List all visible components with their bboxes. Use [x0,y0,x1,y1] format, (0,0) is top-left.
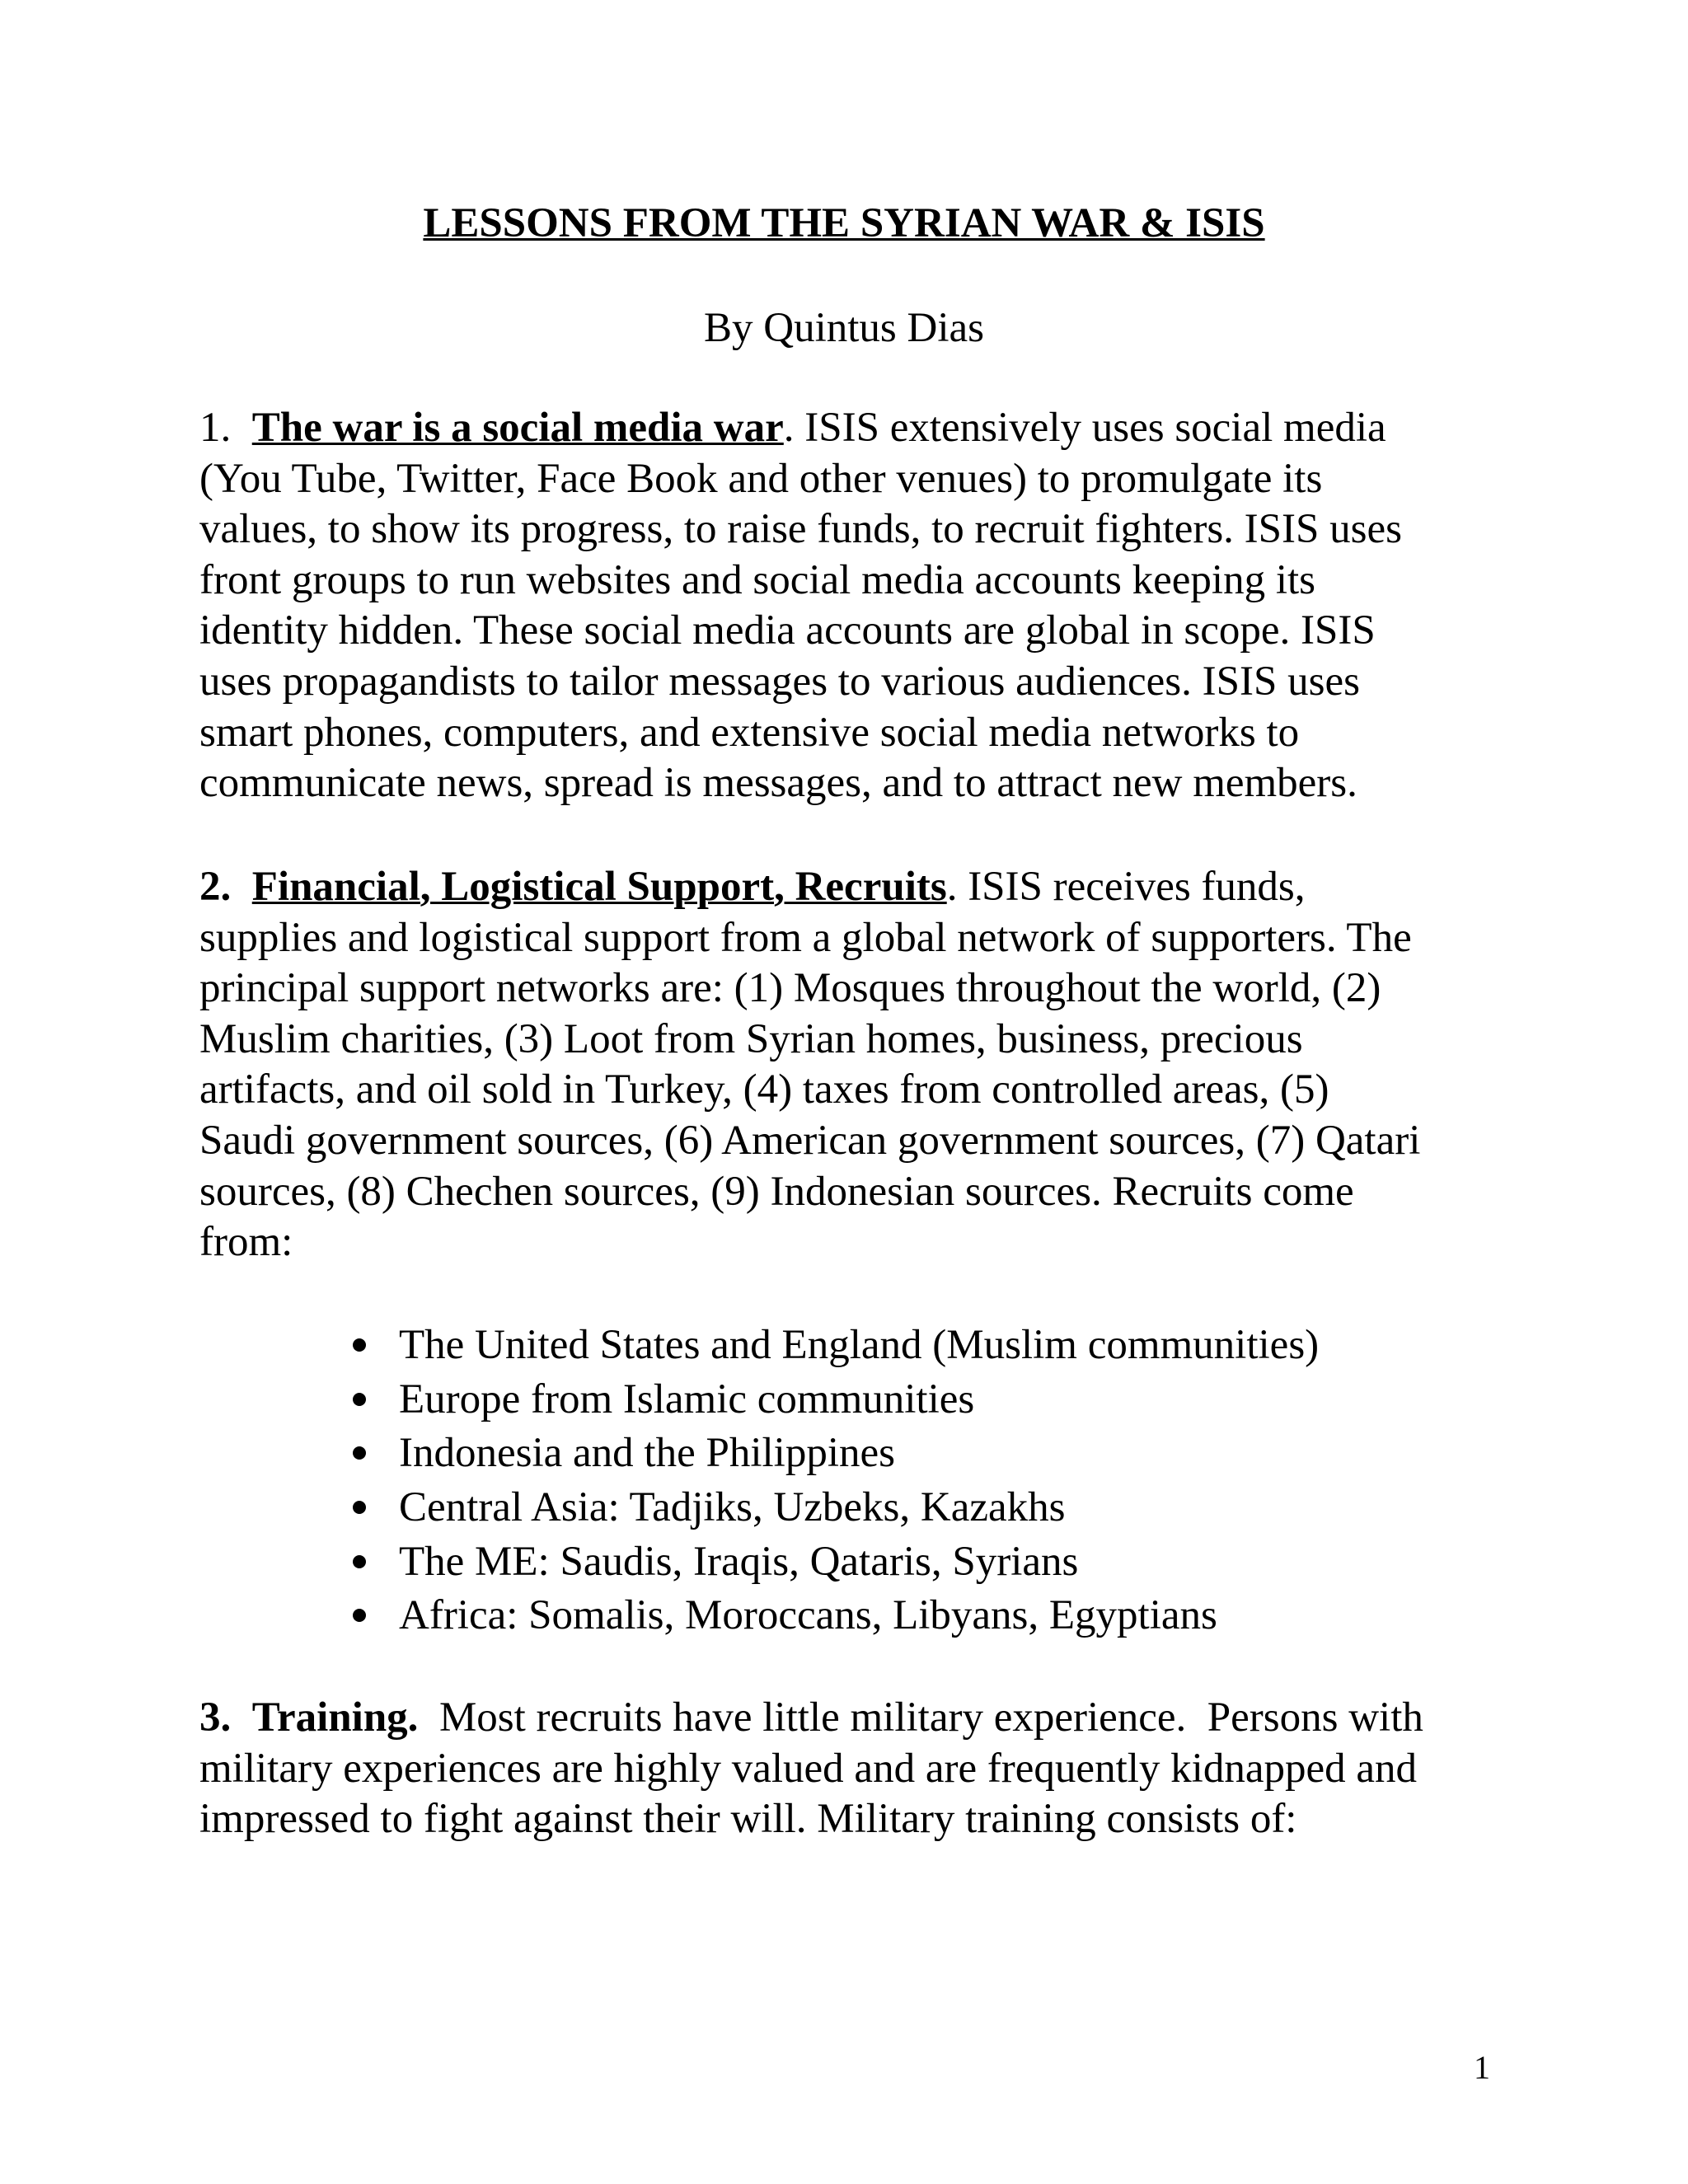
list-item [346,1319,1319,1373]
text-line: supplies and logistical support from a global network of supporters. The [199,914,1412,961]
list-item [346,1535,1319,1590]
byline: By Quintus Dias [703,305,985,351]
list-item [346,1373,1319,1427]
bullet-icon [353,1338,366,1352]
bullet-icon [353,1501,366,1514]
text-line: principal support networks are: (1) Mosques throughout the world, (2) [199,965,1381,1012]
recruit-sources-list [346,1319,1319,1643]
text-line: military experiences are highly valued and are frequently kidnapped and [199,1745,1417,1792]
list-item [346,1589,1319,1643]
section-heading: Training. [251,1694,419,1741]
text-line: impressed to fight against their will. Military training consists of: [199,1796,1297,1843]
text-line: sources, (8) Chechen sources, (9) Indonesian sources. Recruits come [199,1168,1354,1215]
list-item [346,1481,1319,1535]
section-3 [199,1693,1423,1845]
list-item-text: Central Asia: Tadjiks, Uzbeks, Kazakhs [399,1484,1066,1531]
text-line: Most recruits have little military experience. Persons with [418,1694,1423,1741]
page-number: 1 [1474,2049,1490,2086]
bullet-icon [353,1446,366,1460]
section-number: 3. [199,1694,232,1741]
text-line: Saudi government sources, (6) American government sources, (7) Qatari [199,1117,1421,1164]
section-1 [199,403,1402,809]
text-line: values, to show its progress, to raise funds, to recruit fighters. ISIS uses [199,506,1402,553]
text-line: (You Tube, Twitter, Face Book and other venues) to promulgate its [199,455,1323,502]
text-line: uses propagandists to tailor messages to various audiences. ISIS uses [199,658,1360,705]
text-line: . ISIS receives funds, [946,864,1306,910]
bullet-icon [353,1609,366,1622]
text-line: from: [199,1219,293,1266]
list-item-text: Africa: Somalis, Moroccans, Libyans, Egyptians [399,1592,1217,1639]
list-item-text: Indonesia and the Philippines [399,1430,895,1477]
bullet-icon [353,1393,366,1406]
section-heading: Financial, Logistical Support, Recruits [251,864,947,910]
text-line: identity hidden. These social media accounts are global in scope. ISIS [199,607,1376,654]
text-line: . ISIS extensively uses social media [783,405,1386,451]
section-2 [199,862,1420,1268]
document-title: LESSONS FROM THE SYRIAN WAR & ISIS [423,200,1265,246]
section-number: 1. [199,405,232,451]
text-line: Muslim charities, (3) Loot from Syrian homes, business, precious [199,1015,1303,1062]
text-line: front groups to run websites and social media accounts keeping its [199,556,1316,603]
list-item-text: The ME: Saudis, Iraqis, Qataris, Syrians [399,1538,1079,1585]
text-line: smart phones, computers, and extensive social media networks to [199,709,1300,756]
list-item-text: The United States and England (Muslim communities) [399,1322,1320,1368]
list-item-text: Europe from Islamic communities [399,1376,975,1422]
list-item [346,1427,1319,1481]
text-line: communicate news, spread is messages, and to attract new members. [199,760,1357,807]
bullet-icon [353,1555,366,1568]
text-line: artifacts, and oil sold in Turkey, (4) taxes from controlled areas, (5) [199,1066,1329,1113]
section-number: 2. [199,864,232,910]
section-heading: The war is a social media war [251,405,784,451]
